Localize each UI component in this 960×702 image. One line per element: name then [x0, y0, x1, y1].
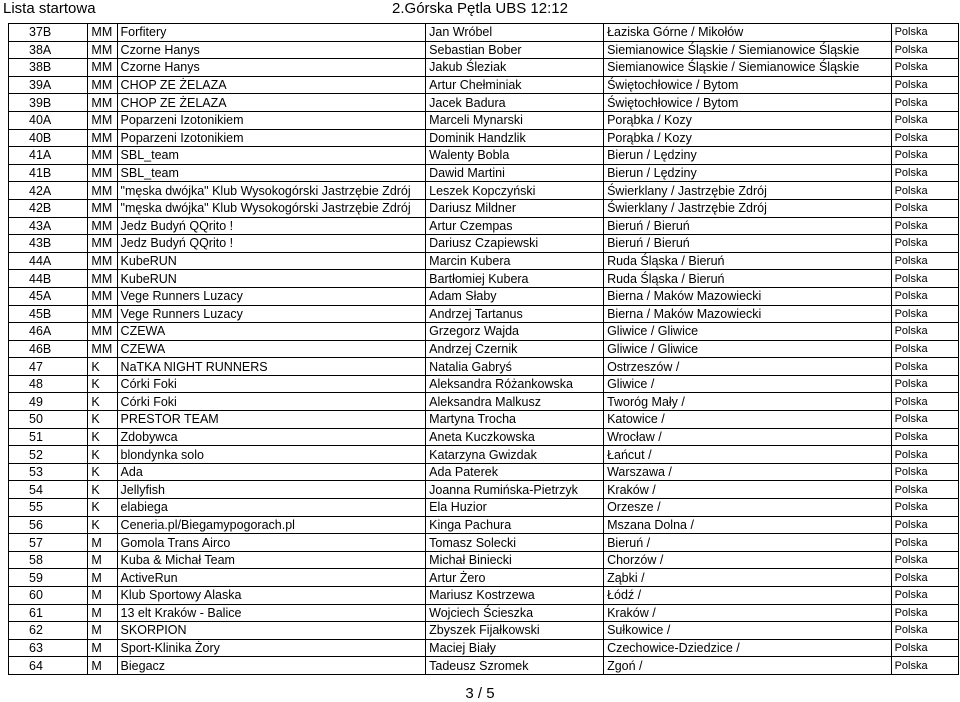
city-cell: Bierna / Maków Mazowiecki: [604, 287, 892, 305]
table-row: [9, 657, 959, 675]
start-number-cell: 61: [9, 604, 88, 622]
start-number-cell: 39A: [9, 76, 88, 94]
category-cell: K: [88, 463, 117, 481]
start-number-cell: 45B: [9, 305, 88, 323]
city-cell: Świętochłowice / Bytom: [604, 94, 892, 112]
city-cell: Bierun / Lędziny: [604, 164, 892, 182]
participant-name-cell: Natalia Gabryś: [426, 358, 604, 376]
table-row: [9, 76, 959, 94]
participant-name-cell: Andrzej Czernik: [426, 340, 604, 358]
country-cell: Polska: [891, 428, 958, 446]
category-cell: MM: [88, 340, 117, 358]
participant-name-cell: Katarzyna Gwizdak: [426, 446, 604, 464]
table-row: [9, 569, 959, 587]
participant-name-cell: Aleksandra Różankowska: [426, 375, 604, 393]
start-number-cell: 43B: [9, 235, 88, 253]
country-cell: Polska: [891, 358, 958, 376]
participant-name-cell: Sebastian Bober: [426, 41, 604, 59]
team-name-cell: Vege Runners Luzacy: [117, 287, 426, 305]
city-cell: Świętochłowice / Bytom: [604, 76, 892, 94]
table-row: [9, 375, 959, 393]
participant-name-cell: Dawid Martini: [426, 164, 604, 182]
team-name-cell: Czorne Hanys: [117, 59, 426, 77]
team-name-cell: blondynka solo: [117, 446, 426, 464]
start-number-cell: 38A: [9, 41, 88, 59]
participant-name-cell: Aleksandra Malkusz: [426, 393, 604, 411]
team-name-cell: Poparzeni Izotonikiem: [117, 129, 426, 147]
start-number-cell: 64: [9, 657, 88, 675]
country-cell: Polska: [891, 252, 958, 270]
team-name-cell: Ada: [117, 463, 426, 481]
participant-name-cell: Andrzej Tartanus: [426, 305, 604, 323]
category-cell: K: [88, 481, 117, 499]
country-cell: Polska: [891, 164, 958, 182]
participant-name-cell: Tomasz Solecki: [426, 534, 604, 552]
start-number-cell: 55: [9, 499, 88, 517]
participant-name-cell: Jan Wróbel: [426, 24, 604, 42]
category-cell: K: [88, 358, 117, 376]
city-cell: Łódź /: [604, 587, 892, 605]
country-cell: Polska: [891, 94, 958, 112]
page-number: 3 / 5: [465, 685, 495, 702]
team-name-cell: Córki Foki: [117, 393, 426, 411]
category-cell: MM: [88, 59, 117, 77]
category-cell: MM: [88, 323, 117, 341]
team-name-cell: Jellyfish: [117, 481, 426, 499]
table-row: [9, 411, 959, 429]
table-row: [9, 551, 959, 569]
table-row: [9, 147, 959, 165]
country-cell: Polska: [891, 323, 958, 341]
country-cell: Polska: [891, 499, 958, 517]
start-number-cell: 42B: [9, 199, 88, 217]
participant-name-cell: Jacek Badura: [426, 94, 604, 112]
country-cell: Polska: [891, 147, 958, 165]
participant-name-cell: Marcin Kubera: [426, 252, 604, 270]
participant-name-cell: Mariusz Kostrzewa: [426, 587, 604, 605]
table-row: [9, 59, 959, 77]
table-row: [9, 393, 959, 411]
city-cell: Siemianowice Śląskie / Siemianowice Śląskie: [604, 59, 892, 77]
table-row: [9, 499, 959, 517]
city-cell: Tworóg Mały /: [604, 393, 892, 411]
start-number-cell: 39B: [9, 94, 88, 112]
country-cell: Polska: [891, 569, 958, 587]
country-cell: Polska: [891, 622, 958, 640]
city-cell: Katowice /: [604, 411, 892, 429]
team-name-cell: SBL_team: [117, 164, 426, 182]
team-name-cell: Biegacz: [117, 657, 426, 675]
city-cell: Sułkowice /: [604, 622, 892, 640]
city-cell: Ruda Śląska / Bieruń: [604, 252, 892, 270]
category-cell: M: [88, 604, 117, 622]
city-cell: Bieruń / Bieruń: [604, 235, 892, 253]
category-cell: MM: [88, 305, 117, 323]
category-cell: MM: [88, 111, 117, 129]
country-cell: Polska: [891, 446, 958, 464]
category-cell: MM: [88, 147, 117, 165]
table-row: [9, 41, 959, 59]
country-cell: Polska: [891, 76, 958, 94]
participant-name-cell: Maciej Biały: [426, 639, 604, 657]
team-name-cell: PRESTOR TEAM: [117, 411, 426, 429]
participant-name-cell: Kinga Pachura: [426, 516, 604, 534]
team-name-cell: Poparzeni Izotonikiem: [117, 111, 426, 129]
participant-name-cell: Artur Żero: [426, 569, 604, 587]
participant-name-cell: Dariusz Mildner: [426, 199, 604, 217]
category-cell: M: [88, 622, 117, 640]
start-number-cell: 49: [9, 393, 88, 411]
team-name-cell: elabiega: [117, 499, 426, 517]
table-row: [9, 111, 959, 129]
table-row: [9, 305, 959, 323]
start-number-cell: 52: [9, 446, 88, 464]
start-number-cell: 62: [9, 622, 88, 640]
category-cell: K: [88, 499, 117, 517]
city-cell: Łańcut /: [604, 446, 892, 464]
participant-name-cell: Adam Słaby: [426, 287, 604, 305]
start-number-cell: 38B: [9, 59, 88, 77]
team-name-cell: Vege Runners Luzacy: [117, 305, 426, 323]
city-cell: Wrocław /: [604, 428, 892, 446]
country-cell: Polska: [891, 270, 958, 288]
participant-name-cell: Walenty Bobla: [426, 147, 604, 165]
country-cell: Polska: [891, 305, 958, 323]
city-cell: Świerklany / Jastrzębie Zdrój: [604, 199, 892, 217]
start-number-cell: 47: [9, 358, 88, 376]
category-cell: MM: [88, 164, 117, 182]
participant-name-cell: Dominik Handzlik: [426, 129, 604, 147]
participant-name-cell: Dariusz Czapiewski: [426, 235, 604, 253]
city-cell: Warszawa /: [604, 463, 892, 481]
city-cell: Bieruń / Bieruń: [604, 217, 892, 235]
participant-name-cell: Ada Paterek: [426, 463, 604, 481]
table-row: [9, 340, 959, 358]
city-cell: Bieruń /: [604, 534, 892, 552]
team-name-cell: Forfitery: [117, 24, 426, 42]
team-name-cell: KubeRUN: [117, 270, 426, 288]
category-cell: K: [88, 428, 117, 446]
start-list-table: [8, 23, 959, 675]
city-cell: Ruda Śląska / Bieruń: [604, 270, 892, 288]
participant-name-cell: Grzegorz Wajda: [426, 323, 604, 341]
table-row: [9, 24, 959, 42]
table-row: [9, 270, 959, 288]
table-row: [9, 252, 959, 270]
category-cell: MM: [88, 217, 117, 235]
start-number-cell: 58: [9, 551, 88, 569]
city-cell: Czechowice-Dziedzice /: [604, 639, 892, 657]
category-cell: MM: [88, 252, 117, 270]
table-row: [9, 446, 959, 464]
category-cell: M: [88, 551, 117, 569]
country-cell: Polska: [891, 41, 958, 59]
table-row: [9, 287, 959, 305]
category-cell: MM: [88, 76, 117, 94]
category-cell: MM: [88, 41, 117, 59]
participant-name-cell: Aneta Kuczkowska: [426, 428, 604, 446]
table-row: [9, 199, 959, 217]
start-number-cell: 46B: [9, 340, 88, 358]
category-cell: MM: [88, 270, 117, 288]
city-cell: Ostrzeszów /: [604, 358, 892, 376]
participant-name-cell: Bartłomiej Kubera: [426, 270, 604, 288]
start-number-cell: 60: [9, 587, 88, 605]
table-row: [9, 164, 959, 182]
category-cell: MM: [88, 182, 117, 200]
start-number-cell: 44A: [9, 252, 88, 270]
start-number-cell: 42A: [9, 182, 88, 200]
country-cell: Polska: [891, 217, 958, 235]
start-number-cell: 45A: [9, 287, 88, 305]
category-cell: MM: [88, 235, 117, 253]
country-cell: Polska: [891, 481, 958, 499]
team-name-cell: Jedz Budyń QQrito !: [117, 217, 426, 235]
city-cell: Ząbki /: [604, 569, 892, 587]
city-cell: Kraków /: [604, 481, 892, 499]
city-cell: Gliwice / Gliwice: [604, 323, 892, 341]
team-name-cell: NaTKA NIGHT RUNNERS: [117, 358, 426, 376]
category-cell: M: [88, 657, 117, 675]
start-number-cell: 48: [9, 375, 88, 393]
team-name-cell: Klub Sportowy Alaska: [117, 587, 426, 605]
category-cell: M: [88, 587, 117, 605]
start-number-cell: 40B: [9, 129, 88, 147]
category-cell: M: [88, 569, 117, 587]
team-name-cell: 13 elt Kraków - Balice: [117, 604, 426, 622]
start-number-cell: 59: [9, 569, 88, 587]
page-header: [0, 0, 960, 22]
team-name-cell: SKORPION: [117, 622, 426, 640]
category-cell: MM: [88, 287, 117, 305]
country-cell: Polska: [891, 235, 958, 253]
team-name-cell: Córki Foki: [117, 375, 426, 393]
team-name-cell: "męska dwójka" Klub Wysokogórski Jastrzębie Zdrój: [117, 199, 426, 217]
participant-name-cell: Zbyszek Fijałkowski: [426, 622, 604, 640]
country-cell: Polska: [891, 587, 958, 605]
category-cell: MM: [88, 94, 117, 112]
city-cell: Zgoń /: [604, 657, 892, 675]
category-cell: K: [88, 393, 117, 411]
team-name-cell: "męska dwójka" Klub Wysokogórski Jastrzębie Zdrój: [117, 182, 426, 200]
start-number-cell: 63: [9, 639, 88, 657]
category-cell: K: [88, 446, 117, 464]
start-number-cell: 40A: [9, 111, 88, 129]
start-number-cell: 41B: [9, 164, 88, 182]
country-cell: Polska: [891, 639, 958, 657]
participant-name-cell: Jakub Śleziak: [426, 59, 604, 77]
team-name-cell: Ceneria.pl/Biegamypogorach.pl: [117, 516, 426, 534]
country-cell: Polska: [891, 551, 958, 569]
city-cell: Bierna / Maków Mazowiecki: [604, 305, 892, 323]
country-cell: Polska: [891, 463, 958, 481]
city-cell: Świerklany / Jastrzębie Zdrój: [604, 182, 892, 200]
country-cell: Polska: [891, 411, 958, 429]
category-cell: K: [88, 375, 117, 393]
table-row: [9, 217, 959, 235]
team-name-cell: Czorne Hanys: [117, 41, 426, 59]
start-number-cell: 54: [9, 481, 88, 499]
table-row: [9, 463, 959, 481]
participant-name-cell: Michał Biniecki: [426, 551, 604, 569]
list-title: Lista startowa: [3, 0, 96, 17]
city-cell: Porąbka / Kozy: [604, 111, 892, 129]
category-cell: MM: [88, 199, 117, 217]
category-cell: MM: [88, 129, 117, 147]
city-cell: Gliwice / Gliwice: [604, 340, 892, 358]
team-name-cell: CZEWA: [117, 323, 426, 341]
country-cell: Polska: [891, 393, 958, 411]
city-cell: Porąbka / Kozy: [604, 129, 892, 147]
team-name-cell: Jedz Budyń QQrito !: [117, 235, 426, 253]
country-cell: Polska: [891, 516, 958, 534]
race-title: 2.Górska Pętla UBS 12:12: [392, 0, 568, 17]
country-cell: Polska: [891, 657, 958, 675]
team-name-cell: SBL_team: [117, 147, 426, 165]
category-cell: K: [88, 411, 117, 429]
table-row: [9, 639, 959, 657]
country-cell: Polska: [891, 59, 958, 77]
country-cell: Polska: [891, 129, 958, 147]
table-row: [9, 358, 959, 376]
participant-name-cell: Joanna Rumińska-Pietrzyk: [426, 481, 604, 499]
participant-name-cell: Leszek Kopczyński: [426, 182, 604, 200]
start-number-cell: 43A: [9, 217, 88, 235]
country-cell: Polska: [891, 182, 958, 200]
city-cell: Siemianowice Śląskie / Siemianowice Śląskie: [604, 41, 892, 59]
team-name-cell: CHOP ZE ŻELAZA: [117, 94, 426, 112]
participant-name-cell: Martyna Trocha: [426, 411, 604, 429]
team-name-cell: KubeRUN: [117, 252, 426, 270]
city-cell: Mszana Dolna /: [604, 516, 892, 534]
city-cell: Chorzów /: [604, 551, 892, 569]
country-cell: Polska: [891, 375, 958, 393]
table-row: [9, 622, 959, 640]
table-row: [9, 534, 959, 552]
country-cell: Polska: [891, 534, 958, 552]
team-name-cell: CZEWA: [117, 340, 426, 358]
city-cell: Łaziska Górne / Mikołów: [604, 24, 892, 42]
team-name-cell: Sport-Klinika Żory: [117, 639, 426, 657]
start-number-cell: 53: [9, 463, 88, 481]
table-row: [9, 129, 959, 147]
country-cell: Polska: [891, 111, 958, 129]
team-name-cell: ActiveRun: [117, 569, 426, 587]
start-number-cell: 56: [9, 516, 88, 534]
country-cell: Polska: [891, 287, 958, 305]
start-number-cell: 44B: [9, 270, 88, 288]
start-number-cell: 46A: [9, 323, 88, 341]
country-cell: Polska: [891, 604, 958, 622]
city-cell: Kraków /: [604, 604, 892, 622]
team-name-cell: CHOP ZE ŻELAZA: [117, 76, 426, 94]
participant-name-cell: Artur Czempas: [426, 217, 604, 235]
team-name-cell: Kuba & Michał Team: [117, 551, 426, 569]
table-row: [9, 94, 959, 112]
participant-name-cell: Tadeusz Szromek: [426, 657, 604, 675]
table-row: [9, 182, 959, 200]
participant-name-cell: Ela Huzior: [426, 499, 604, 517]
country-cell: Polska: [891, 199, 958, 217]
table-row: [9, 481, 959, 499]
start-number-cell: 57: [9, 534, 88, 552]
team-name-cell: Gomola Trans Airco: [117, 534, 426, 552]
city-cell: Gliwice /: [604, 375, 892, 393]
category-cell: M: [88, 534, 117, 552]
city-cell: Orzesze /: [604, 499, 892, 517]
team-name-cell: Zdobywca: [117, 428, 426, 446]
table-row: [9, 604, 959, 622]
country-cell: Polska: [891, 340, 958, 358]
city-cell: Bierun / Lędziny: [604, 147, 892, 165]
table-row: [9, 235, 959, 253]
country-cell: Polska: [891, 24, 958, 42]
start-number-cell: 37B: [9, 24, 88, 42]
start-number-cell: 51: [9, 428, 88, 446]
table-row: [9, 516, 959, 534]
table-row: [9, 323, 959, 341]
start-number-cell: 41A: [9, 147, 88, 165]
participant-name-cell: Artur Chełminiak: [426, 76, 604, 94]
start-number-cell: 50: [9, 411, 88, 429]
participant-name-cell: Marceli Mynarski: [426, 111, 604, 129]
participant-name-cell: Wojciech Ścieszka: [426, 604, 604, 622]
table-row: [9, 428, 959, 446]
category-cell: K: [88, 516, 117, 534]
category-cell: M: [88, 639, 117, 657]
table-row: [9, 587, 959, 605]
category-cell: MM: [88, 24, 117, 42]
